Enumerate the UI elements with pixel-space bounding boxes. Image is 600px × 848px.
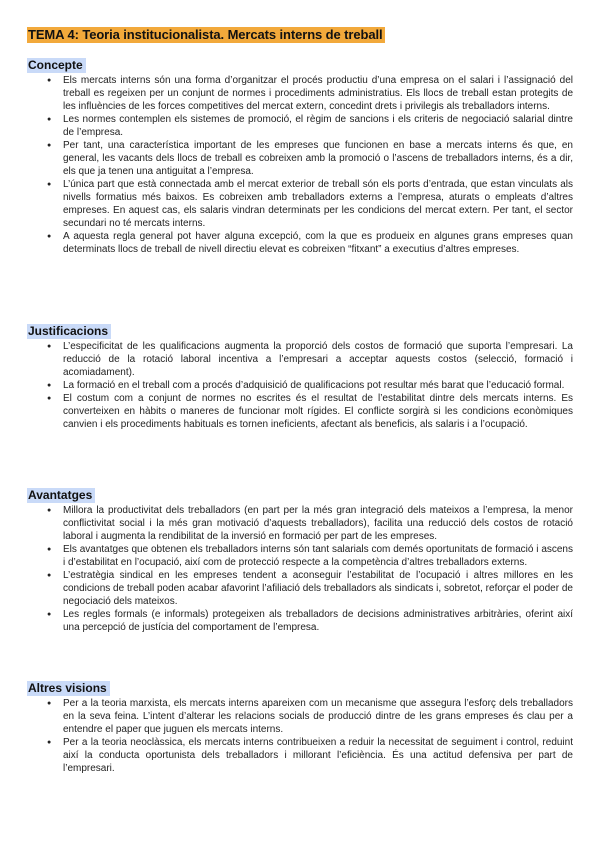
bullet-list-justificacions	[27, 340, 573, 431]
list-item: ● Els avantatges que obtenen els treballadors interns són tant salarials com demés oportunitats de formació i ascens i d’estabilitat en l’ocupació, així com de protecció respecte a la competència d’altres treballadors externs.	[27, 543, 573, 569]
section-heading-justificacions: Justificacions	[27, 324, 111, 339]
list-item: ● A aquesta regla general pot haver alguna excepció, com la que es produeix en algunes grans empreses quan determinats llocs de treball de nivell directiu elevat es cobreixen “fitxant” a executius d’altres empreses.	[27, 230, 573, 256]
section-avantatges	[27, 486, 573, 634]
list-item: ● L’única part que està connectada amb el mercat exterior de treball són els ports d’entrada, que estan vinculats als nivells formatius més baixos. Es cobreixen amb treballadors externs a l’empresa, aturats o empleats d’altres empreses. En aquest cas, els salaris vindran determinats per les condicions del mercat extern. Per tant, el sector secundari no té mercats interns.	[27, 178, 573, 230]
list-item: ● Les normes contemplen els sistemes de promoció, el règim de sancions i els criteris de negociació salarial dintre de l’empresa.	[27, 113, 573, 139]
list-item: ● El costum com a conjunt de normes no escrites és el resultat de l’estabilitat dintre dels mercats interns. Es converteixen en hàbits o maneres de funcionar molt rígides. El conflicte sorgirà si les condicions econòmiques canvien i els procediments habituals es tornen ineficients, afectant als beneficis, als salaris i a l’ocupació.	[27, 392, 573, 431]
list-item: ● La formació en el treball com a procés d’adquisició de qualificacions pot resultar més barat que l’educació formal.	[27, 379, 573, 392]
section-justificacions	[27, 322, 573, 431]
section-concepte	[27, 56, 573, 256]
list-item: ● Els mercats interns són una forma d’organitzar el procés productiu d’una empresa on el salari i l’assignació del treball es regeixen per un conjunt de normes i procediments administratius. Els llocs de treball estan protegits de les influències de les forces competitives del mercat extern, concedint drets i privilegis als treballadors interns.	[27, 74, 573, 113]
list-item: ● Per a la teoria neoclàssica, els mercats interns contribueixen a reduir la necessitat de seguiment i control, reduint així la conducta oportunista dels treballadors i millorant l’eficiència. És una actitud defensiva per part de l’empresari.	[27, 736, 573, 775]
document-title: TEMA 4: Teoria institucionalista. Mercats interns de treball	[27, 27, 385, 43]
bullet-list-avantatges	[27, 504, 573, 634]
list-item: ● Millora la productivitat dels treballadors (en part per la més gran integració dels mateixos a l’empresa, la menor conflictivitat social i la més gran motivació d’aquests treballadors), facilita una reducció dels costos de rotació laboral i augmenta la rendibilitat de la inversió en formació per part de les empreses.	[27, 504, 573, 543]
bullet-list-concepte	[27, 74, 573, 256]
bullet-list-altres-visions	[27, 697, 573, 775]
list-item: ● Per a la teoria marxista, els mercats interns apareixen com un mecanisme que assegura l’esforç dels treballadors en la seva feina. L’intent d’alterar les relacions socials de producció dintre de les grans empreses és clau per a entendre el paper que juguen els mercats interns.	[27, 697, 573, 736]
section-altres-visions	[27, 679, 573, 775]
section-heading-avantatges: Avantatges	[27, 488, 95, 503]
section-heading-concepte: Concepte	[27, 58, 86, 73]
list-item: ● L’especificitat de les qualificacions augmenta la proporció dels costos de formació que suporta l’empresari. La reducció de la rotació laboral incentiva a l’empresari a acceptar aquests costos (selecció, formació i acomiadament).	[27, 340, 573, 379]
list-item: ● L’estratègia sindical en les empreses tendent a aconseguir l’estabilitat de l’ocupació i altres millores en les condicions de treball poden acabar afavorint l’afiliació dels treballadors als sindicats i, sobretot, reforçar el poder de negociació dels mateixos.	[27, 569, 573, 608]
list-item: ● Les regles formals (e informals) protegeixen als treballadors de decisions administratives arbitràries, oferint així una percepció de justícia del comportament de l’empresa.	[27, 608, 573, 634]
list-item: ● Per tant, una característica important de les empreses que funcionen en base a mercats interns és que, en general, les vacants dels llocs de treball es cobreixen amb la promoció o l’ascens de treballadors interns, és a dir, els que ja tenen una antiguitat a l’empresa.	[27, 139, 573, 178]
section-heading-altres-visions: Altres visions	[27, 681, 110, 696]
